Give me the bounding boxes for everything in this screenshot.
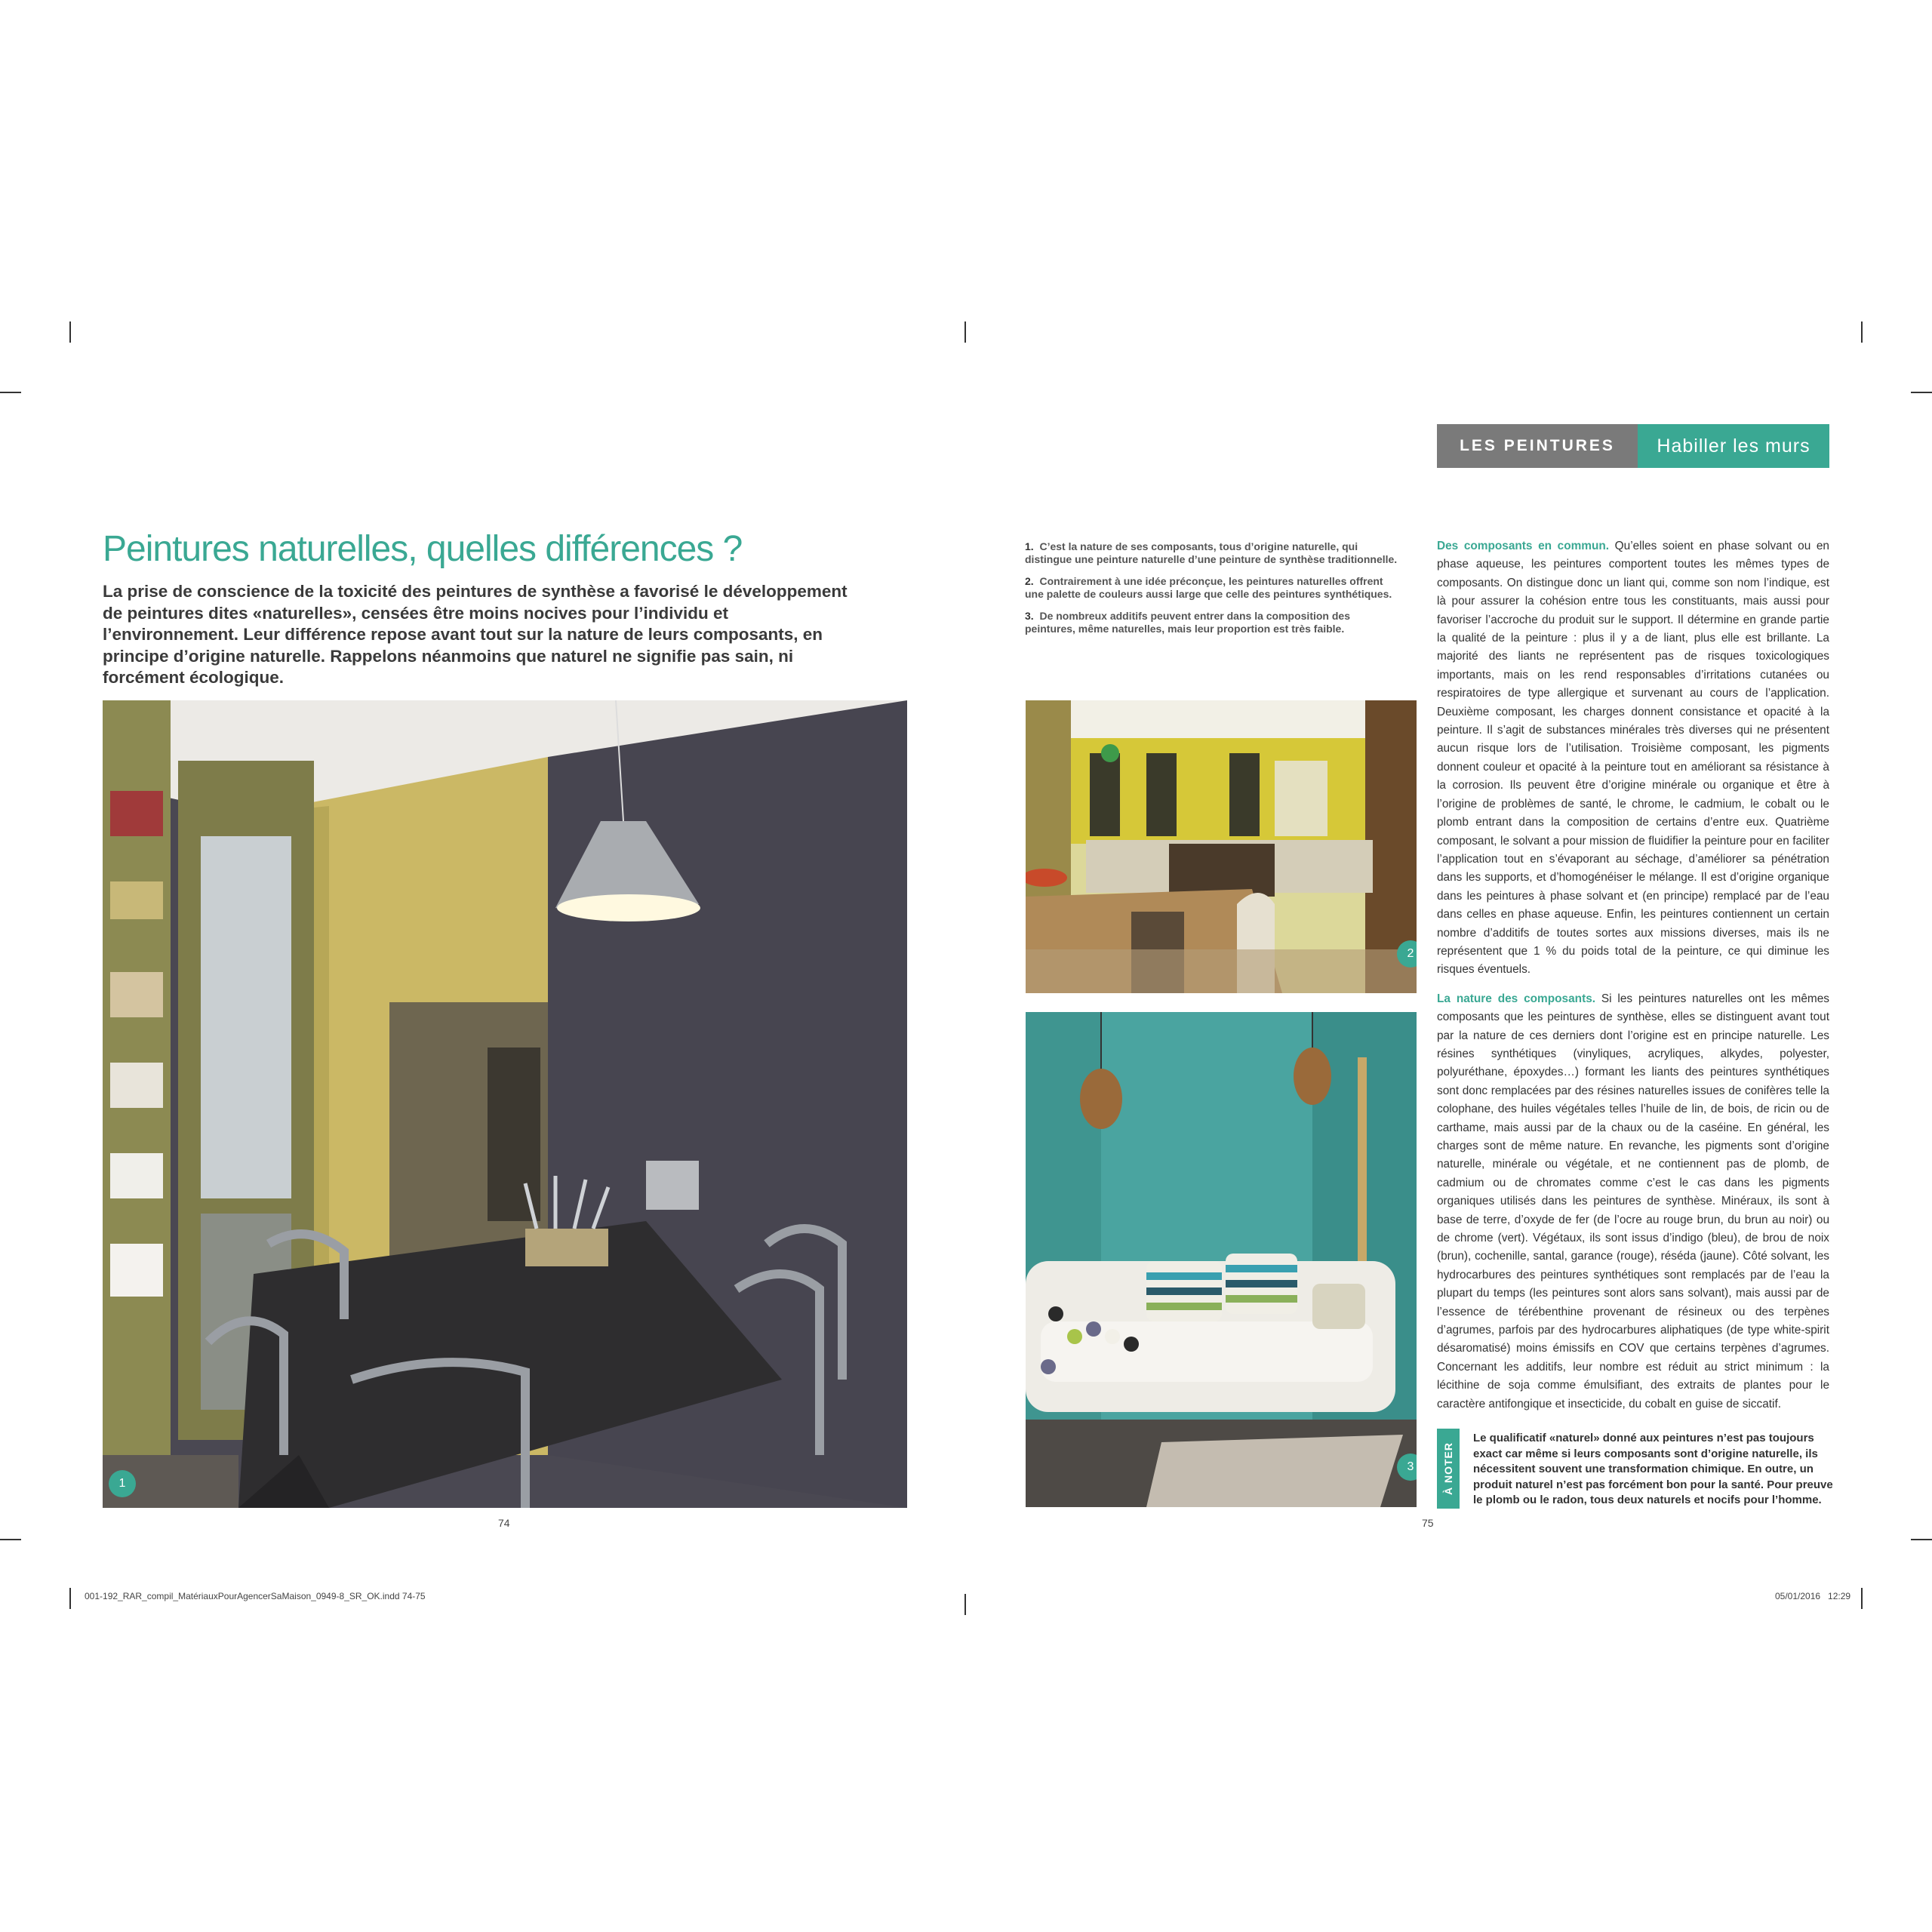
body-paragraph-2: La nature des composants. Si les peintures naturelles ont les mêmes composants que les peintures de synthèse, elles se distinguent avant tout par la nature de ces derniers dont l’origine est en principe naturelle. Les résines synthétiques (vinyliques, acryliques, alkydes, polyester, polyuréthane, époxydes…) formant les liants des peintures synthétiques sont donc remplacées par des résines naturelles issues de conifères telle la colophane, des huiles végétales telles l’huile de lin, de bois, de ricin ou de carthame, mais aussi par de la chaux ou de la caséine. En général, les charges sont de même nature. En revanche, les pigments sont d’origine naturelle, minérale ou végétale, et ne contiennent pas de plomb, de cadmium ou de chromates comme c’est le cas dans les pigments organiques utilisés dans les peintures de synthèse. Minéraux, ils sont à base de terre, d’oxyde de fer (de l’ocre au rouge brun, du brun au noir) ou de chrome (vert). Végétaux, ils sont issus d’indigo (bleu), de brou de noix (brun), cochenille, santal, garance (rouge), réséda (jaune). Côté solvant, les hydrocarbures des peintures synthétiques sont remplacés par de l’eau la plupart du temps (les peintures sont alors sans solvant), mais aussi par de l’essence de térébenthine provenant de résineux ou des terpènes d’agrumes, parfois par des hydrocarbures aliphatiques (de type white-spirit désaromatisé) moins émissifs en COV que certains terpènes d’agrumes. Concernant les additifs, leur nombre est réduit au strict minimum : la lécithine de soja comme émulsifiant, des extraits de plantes pour le caractère antifongique et insecticide, du cobalt en guise de siccatif. <box>1437 992 1829 1411</box>
crop-mark <box>964 1594 966 1615</box>
crop-mark <box>1911 392 1932 393</box>
crop-mark <box>1861 1588 1863 1609</box>
folio-right: 75 <box>1422 1517 1434 1529</box>
crop-mark <box>1911 1539 1932 1540</box>
intro-text: La prise de conscience de la toxicité des peintures de synthèse a favorisé le développement de peintures dites «naturelles», censées être moins nocives pour l’individu et l’environnement. Leur différence repose avant tout sur la nature de leurs composants, en principe d’origine naturelle. Rappelons néanmoins que naturel ne signifie pas sain, ni forcément écologique. <box>103 582 848 687</box>
folio-left: 74 <box>498 1517 510 1529</box>
crop-mark <box>1861 321 1863 343</box>
photo-captions <box>1025 540 1402 645</box>
photo-number-badge: 1 <box>109 1470 136 1497</box>
caption-2: 2. Contrairement à une idée préconçue, les peintures naturelles offrent une palette de couleurs aussi large que celle des peintures synthétiques. <box>1025 575 1392 600</box>
slug-filename: 001-192_RAR_compil_MatériauxPourAgencerSaMaison_0949-8_SR_OK.indd 74-75 <box>85 1591 426 1601</box>
living-room-photo <box>1026 1012 1417 1507</box>
dining-room-photo <box>103 700 907 1508</box>
note-tab: À NOTER <box>1437 1429 1460 1509</box>
photo-number-badge: 3 <box>1397 1454 1417 1481</box>
crop-mark <box>0 1539 21 1540</box>
kitchen-photo <box>1026 700 1417 993</box>
note-text: Le qualificatif «naturel» donné aux peintures n’est pas toujours exact car même si leurs composants sont d’origine naturelle, ils nécessitent souvent une transformation chimique. En outre, un produit naturel n’est pas forcément bon pour la santé. Pour preuve le plomb ou le radon, tous deux naturels et nocifs pour l’homme. <box>1473 1432 1833 1506</box>
crop-mark <box>964 321 966 343</box>
crop-mark <box>0 392 21 393</box>
article-body <box>1437 537 1829 1424</box>
slug-date: 05/01/2016 12:29 <box>1775 1591 1851 1601</box>
crop-mark <box>69 1588 71 1609</box>
caption-3: 3. De nombreux additifs peuvent entrer dans la composition des peintures, même naturelles, mais leur proportion est très faible. <box>1025 610 1350 635</box>
caption-1: 1. C’est la nature de ses composants, tous d’origine naturelle, qui distingue une peinture naturelle d’une peinture de synthèse traditionnelle. <box>1025 540 1398 565</box>
body-paragraph-1: Des composants en commun. Qu’elles soient en phase solvant ou en phase aqueuse, les peintures comportent toutes les mêmes types de composants. On distingue donc un liant qui, comme son nom l’indique, est là pour assurer la cohésion entre tous les constituants, mais aussi pour favoriser l’accroche du produit sur le support. Il détermine en grande partie la qualité de la peinture : plus il y a de liant, plus elle est brillante. La majorité des liants ne représentent pas de risques toxicologiques importants, mais on les rend responsables d’irritations cutanées ou respiratoires de type allergique et survenant au cours de l’application. Deuxième composant, les charges donnent consistance et opacité à la peinture. Il s’agit de substances minérales très diverses qui ne présentent aucun risque lors de l’utilisation. Troisième composant, les pigments donnent couleur et opacité à la peinture tout en améliorant sa résistance à la corrosion. Ils peuvent être d’origine minérale ou organique et être à l’origine de problèmes de santé, le chrome, le cadmium, le cobalt ou le plomb entrant dans la composition de certains d’entre eux. Quatrième composant, le solvant a pour mission de fluidifier la peinture pour en faciliter l’application tout en s’évaporant au séchage, d’améliorer sa pénétration dans les supports, et d’homogénéiser le mélange. Il est d’origine organique dans les peintures à phase solvant et (en principe) remplacé par de l’eau dans celles en phase aqueuse. Enfin, les peintures contiennent un certain nombre d’additifs de toutes sortes aux missions diverses, mais ils ne représentent que 1 % du poids total de la peinture, ce qui diminue les risques éventuels. <box>1437 540 1829 977</box>
crop-mark <box>69 321 71 343</box>
article-title: Peintures naturelles, quelles différences ? <box>103 529 743 569</box>
photo-number-badge: 2 <box>1397 940 1417 968</box>
section-tab: LES PEINTURES <box>1437 424 1638 468</box>
article-intro <box>103 581 857 689</box>
chapter-tab: Habiller les murs <box>1638 424 1829 468</box>
